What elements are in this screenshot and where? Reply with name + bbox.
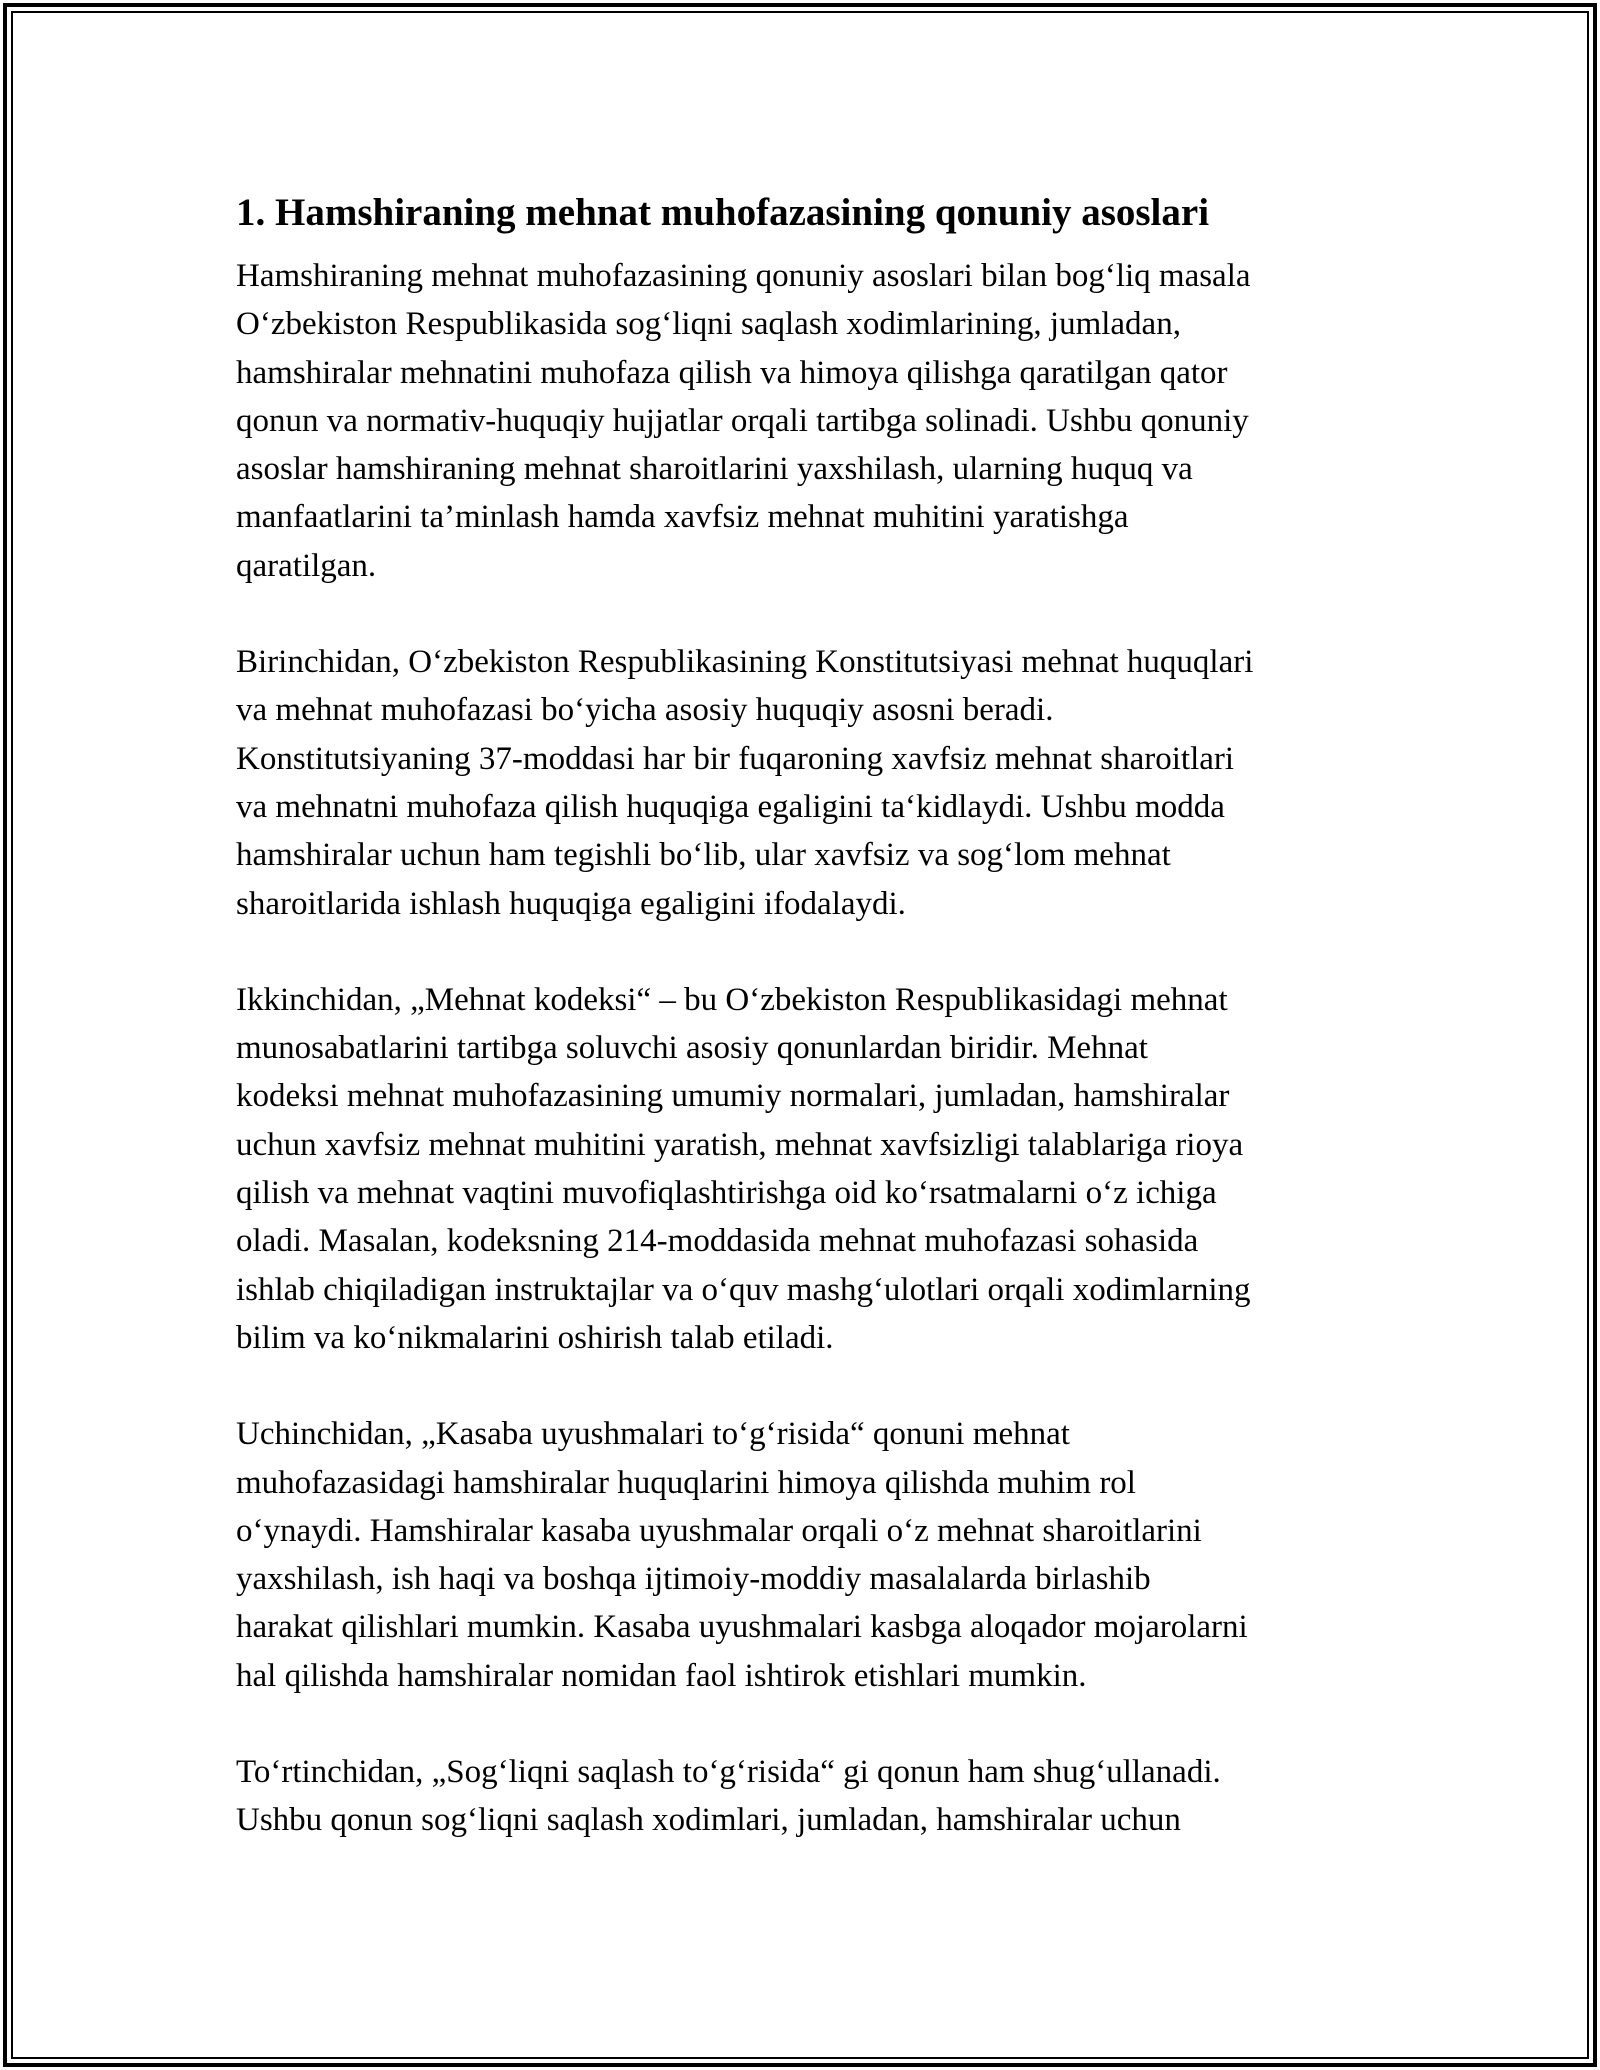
paragraph-first: [236, 638, 1376, 928]
paragraph-line: Konstitutsiyaning 37-moddasi har bir fuqaroning xavfsiz mehnat sharoitlari: [236, 740, 1235, 777]
paragraph-line: asoslar hamshiraning mehnat sharoitlarini yaxshilash, ularning huquq va: [236, 451, 1193, 488]
section-heading: 1. Hamshiraning mehnat muhofazasining qonuniy asoslari: [236, 191, 1210, 234]
paragraph-line: hal qilishda hamshiralar nomidan faol ishtirok etishlari mumkin.: [236, 1657, 1087, 1694]
paragraph-line: harakat qilishlari mumkin. Kasaba uyushmalari kasbga aloqador mojarolarni: [236, 1609, 1248, 1646]
paragraph-line: qilish va mehnat vaqtini muvofiqlashtirishga oid ko‘rsatmalarni o‘z ichiga: [236, 1175, 1217, 1212]
paragraph-line: Ushbu qonun sog‘liqni saqlash xodimlari, jumladan, hamshiralar uchun: [236, 1802, 1181, 1839]
document-body: [236, 188, 1376, 1893]
paragraph-line: va mehnatni muhofaza qilish huquqiga egaligini ta‘kidlaydi. Ushbu modda: [236, 788, 1225, 825]
paragraph-line: va mehnat muhofazasi bo‘yicha asosiy huquqiy asosni beradi.: [236, 692, 1054, 729]
paragraph-line: qonun va normativ-huquqiy hujjatlar orqali tartibga solinadi. Ushbu qonuniy: [236, 402, 1249, 439]
paragraph-line: muhofazasidagi hamshiralar huquqlarini himoya qilishda muhim rol: [236, 1464, 1136, 1501]
paragraph-line: To‘rtinchidan, „Sog‘liqni saqlash to‘g‘risida“ gi qonun ham shug‘ullanadi.: [236, 1754, 1221, 1791]
paragraph-line: oladi. Masalan, kodeksning 214-moddasida mehnat muhofazasi sohasida: [236, 1223, 1199, 1260]
paragraph-line: manfaatlarini ta’minlash hamda xavfsiz mehnat muhitini yaratishga: [236, 499, 1129, 536]
paragraph-line: qaratilgan.: [236, 547, 377, 584]
paragraph-third: [236, 1410, 1376, 1700]
paragraph-line: ishlab chiqiladigan instruktajlar va o‘quv mashg‘ulotlari orqali xodimlarning: [236, 1271, 1251, 1308]
paragraph-line: o‘ynaydi. Hamshiralar kasaba uyushmalar orqali o‘z mehnat sharoitlarini: [236, 1512, 1202, 1549]
paragraph-line: munosabatlarini tartibga soluvchi asosiy qonunlardan biridir. Mehnat: [236, 1030, 1148, 1067]
paragraph-line: Ikkinchidan, „Mehnat kodeksi“ – bu O‘zbekiston Respublikasidagi mehnat: [236, 981, 1228, 1018]
paragraph-line: sharoitlarida ishlash huquqiga egaligini ifodalaydi.: [236, 885, 906, 922]
paragraph-intro: [236, 252, 1376, 590]
paragraph-line: kodeksi mehnat muhofazasining umumiy normalari, jumladan, hamshiralar: [236, 1078, 1230, 1115]
paragraph-line: Birinchidan, O‘zbekiston Respublikasining Konstitutsiyasi mehnat huquqlari: [236, 644, 1254, 681]
paragraph-line: yaxshilash, ish haqi va boshqa ijtimoiy-moddiy masalalarda birlashib: [236, 1561, 1151, 1598]
paragraph-line: Hamshiraning mehnat muhofazasining qonuniy asoslari bilan bog‘liq masala: [236, 258, 1251, 294]
paragraph-line: Uchinchidan, „Kasaba uyushmalari to‘g‘risida“ qonuni mehnat: [236, 1416, 1070, 1453]
paragraph-line: hamshiralar mehnatini muhofaza qilish va himoya qilishga qaratilgan qator: [236, 354, 1228, 391]
paragraph-line: hamshiralar uchun ham tegishli bo‘lib, ular xavfsiz va sog‘lom mehnat: [236, 837, 1171, 874]
paragraph-fourth: [236, 1748, 1376, 1845]
paragraph-line: uchun xavfsiz mehnat muhitini yaratish, mehnat xavfsizligi talablariga rioya: [236, 1126, 1244, 1163]
paragraph-line: bilim va ko‘nikmalarini oshirish talab etiladi.: [236, 1319, 834, 1356]
paragraph-second: [236, 976, 1376, 1362]
paragraph-line: O‘zbekiston Respublikasida sog‘liqni saqlash xodimlarining, jumladan,: [236, 306, 1181, 343]
